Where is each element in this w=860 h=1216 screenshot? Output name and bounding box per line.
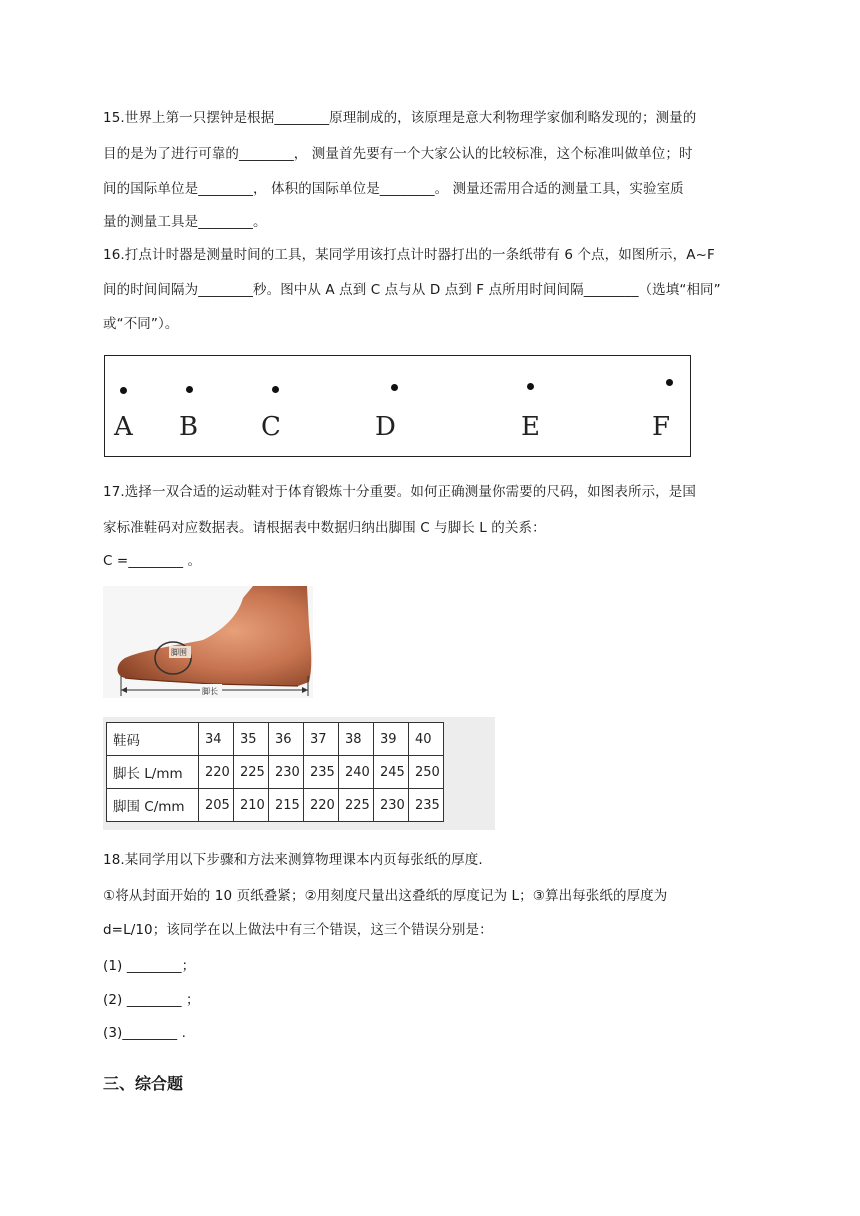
tape-label-c: C — [261, 412, 281, 442]
table-cell: 210 — [234, 789, 269, 822]
table-cell: 230 — [374, 789, 409, 822]
foot-measurement-illustration — [103, 586, 313, 698]
q15-line-3: 间的国际单位是________， 体积的国际单位是________。 测量还需用合适的测量工具，实验室质 — [103, 181, 684, 197]
table-cell: 34 — [199, 723, 234, 756]
q17-line-3: C =________ 。 — [103, 553, 202, 569]
q18-answer-1: (1) ________； — [103, 958, 196, 974]
q18-line-2: ①将从封面开始的 10 页纸叠紧；②用刻度尺量出这叠纸的厚度记为 L；③算出每张纸的厚度为 — [103, 888, 668, 904]
table-cell: 240 — [339, 756, 374, 789]
table-cell: 220 — [199, 756, 234, 789]
shoe-size-table — [103, 717, 495, 830]
row-label-size: 鞋码 — [107, 723, 199, 756]
table-cell: 40 — [409, 723, 444, 756]
tape-label-a: A — [114, 412, 133, 442]
table-cell: 225 — [339, 789, 374, 822]
table-cell: 225 — [234, 756, 269, 789]
q16-line-3: 或“不同”）。 — [103, 316, 179, 332]
table-cell: 235 — [304, 756, 339, 789]
table-row — [107, 756, 444, 789]
tape-dot-a — [120, 387, 127, 394]
table-cell: 38 — [339, 723, 374, 756]
table-cell: 35 — [234, 723, 269, 756]
table-cell: 215 — [269, 789, 304, 822]
row-label-girth: 脚围 C/mm — [107, 789, 199, 822]
tape-label-e: E — [521, 412, 540, 442]
tape-dot-b — [186, 386, 193, 393]
table-cell: 37 — [304, 723, 339, 756]
table-cell: 36 — [269, 723, 304, 756]
q17-line-1: 17.选择一双合适的运动鞋对于体育锻炼十分重要。如何正确测量你需要的尺码，如图表所示，是国 — [103, 484, 696, 500]
q15-line-4: 量的测量工具是________。 — [103, 214, 267, 230]
q15-line-2: 目的是为了进行可靠的________， 测量首先要有一个大家公认的比较标准，这个标准叫做单位；时 — [103, 146, 693, 162]
row-label-length: 脚长 L/mm — [107, 756, 199, 789]
table-row — [107, 789, 444, 822]
q18-line-1: 18.某同学用以下步骤和方法来测算物理课本内页每张纸的厚度. — [103, 852, 483, 868]
tape-dot-f — [666, 379, 673, 386]
q16-line-1: 16.打点计时器是测量时间的工具，某同学用该打点计时器打出的一条纸带有 6 个点，如图所示，A~F — [103, 247, 715, 263]
girth-label: 脚围 — [171, 648, 187, 657]
q18-answer-3: (3)________ . — [103, 1025, 187, 1041]
q17-line-2: 家标准鞋码对应数据表。请根据表中数据归纳出脚围 C 与脚长 L 的关系： — [103, 520, 546, 536]
table-cell: 250 — [409, 756, 444, 789]
table-cell: 39 — [374, 723, 409, 756]
tape-dot-d — [391, 384, 398, 391]
table-cell: 220 — [304, 789, 339, 822]
length-label: 脚长 — [202, 687, 218, 696]
q18-line-3: d=L/10；该同学在以上做法中有三个错误，这三个错误分别是： — [103, 922, 493, 938]
table-cell: 230 — [269, 756, 304, 789]
tape-label-d: D — [375, 412, 396, 442]
table-row — [107, 723, 444, 756]
table-cell: 245 — [374, 756, 409, 789]
tape-label-b: B — [179, 412, 199, 442]
table-cell: 235 — [409, 789, 444, 822]
q15-line-1: 15.世界上第一只摆钟是根据________原理制成的，该原理是意大利物理学家伽利略发现的；测量的 — [103, 110, 697, 126]
tape-label-f: F — [652, 412, 671, 442]
section-heading: 三、综合题 — [103, 1074, 184, 1093]
tape-dot-c — [272, 386, 279, 393]
q16-line-2: 间的时间间隔为________秒。图中从 A 点到 C 点与从 D 点到 F 点所用时间间隔________（选填“相同” — [103, 282, 721, 298]
tape-dot-e — [527, 383, 534, 390]
q18-answer-2: (2) ________ ； — [103, 992, 200, 1008]
table-cell: 205 — [199, 789, 234, 822]
